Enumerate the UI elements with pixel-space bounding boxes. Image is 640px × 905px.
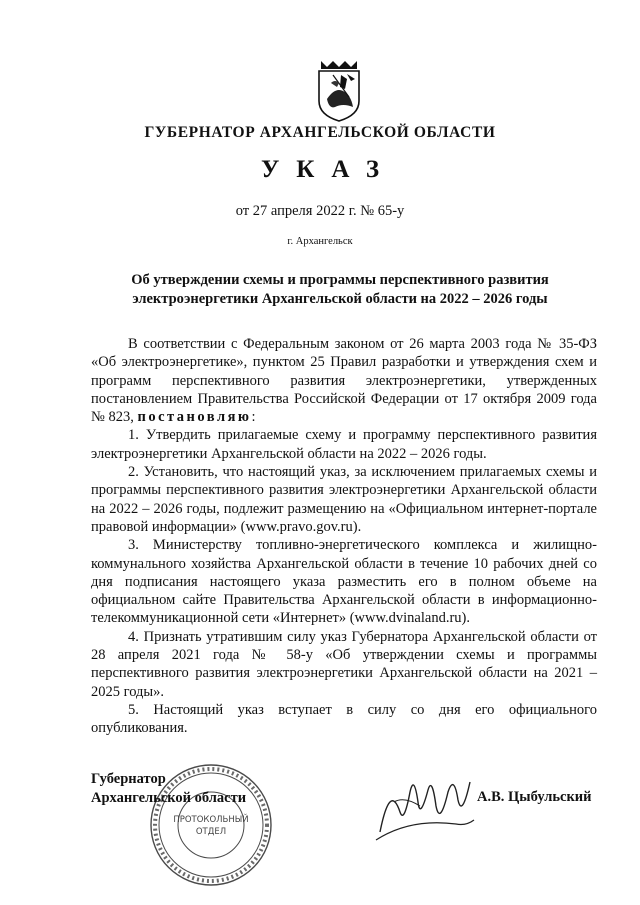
position-line: Губернатор (91, 771, 166, 787)
handwritten-signature-icon (370, 762, 480, 852)
document-type: УКАЗ (260, 156, 397, 183)
intro-text: В соответствии с Федеральным законом от 26 марта 2003 года № 35-ФЗ «Об электроэнергетике», пунктом 25 Правил разработки и утверждения схем и программ перспективного развития электроэнергетики, утвержденных постановлением Правительства Российской Федерации от 17 октября 2009 года № 823, (91, 336, 597, 426)
document-date-number: от 27 апреля 2022 г. № 65-у (235, 203, 405, 219)
clause-1: 1. Утвердить прилагаемые схему и программу перспективного развития электроэнергетики Архангельской области на 2022 – 2026 годы. (91, 427, 597, 462)
seal-center-line: ОТДЕЛ (195, 827, 227, 837)
document-body (91, 335, 597, 738)
clause-2: 2. Установить, что настоящий указ, за исключением прилагаемых схемы и программы перспективного развития электроэнергетики Архангельской области на 2022 – 2026 годы, подлежит размещению на «Официальном интернет-портале правовой информации» (www.pravo.gov.ru). (91, 464, 597, 535)
title-line: Об утверждении схемы и программы перспективного развития (131, 272, 549, 288)
clause-3: 3. Министерству топливно-энергетического комплекса и жилищно-коммунального хозяйства Архангельской области в течение 10 рабочих дней со дня подписания настоящего указа разместить его в полном объеме на официальном сайте Правительства Архангельской области в информационно-телекоммуникационной сети «Интернет» (www.dvinaland.ru). (91, 537, 597, 627)
clause-4: 4. Признать утратившим силу указ Губернатора Архангельской области от 28 апреля 2021 года № 58-у «Об утверждении схемы и программы перспективного развития электроэнергетики Архангельской области на 2021 – 2025 годы». (91, 628, 597, 700)
decree-word: постановляю (137, 409, 252, 426)
issuing-authority: ГУБЕРНАТОР АРХАНГЕЛЬСКОЙ ОБЛАСТИ (144, 124, 496, 141)
coat-of-arms-icon (313, 57, 365, 123)
document-city: г. Архангельск (287, 236, 353, 247)
intro-paragraph (91, 335, 597, 426)
title-line: электроэнергетики Архангельской области на 2022 – 2026 годы (132, 291, 548, 307)
seal-center-line: ПРОТОКОЛЬНЫЙ (173, 815, 249, 825)
signatory-position (91, 770, 246, 808)
position-line: Архангельской области (91, 790, 247, 806)
intro-colon: : (251, 409, 256, 426)
signatory-name: А.В. Цыбульский (477, 789, 592, 805)
document-title (90, 271, 590, 309)
clause-5: 5. Настоящий указ вступает в силу со дня его официального опубликования. (91, 701, 597, 737)
